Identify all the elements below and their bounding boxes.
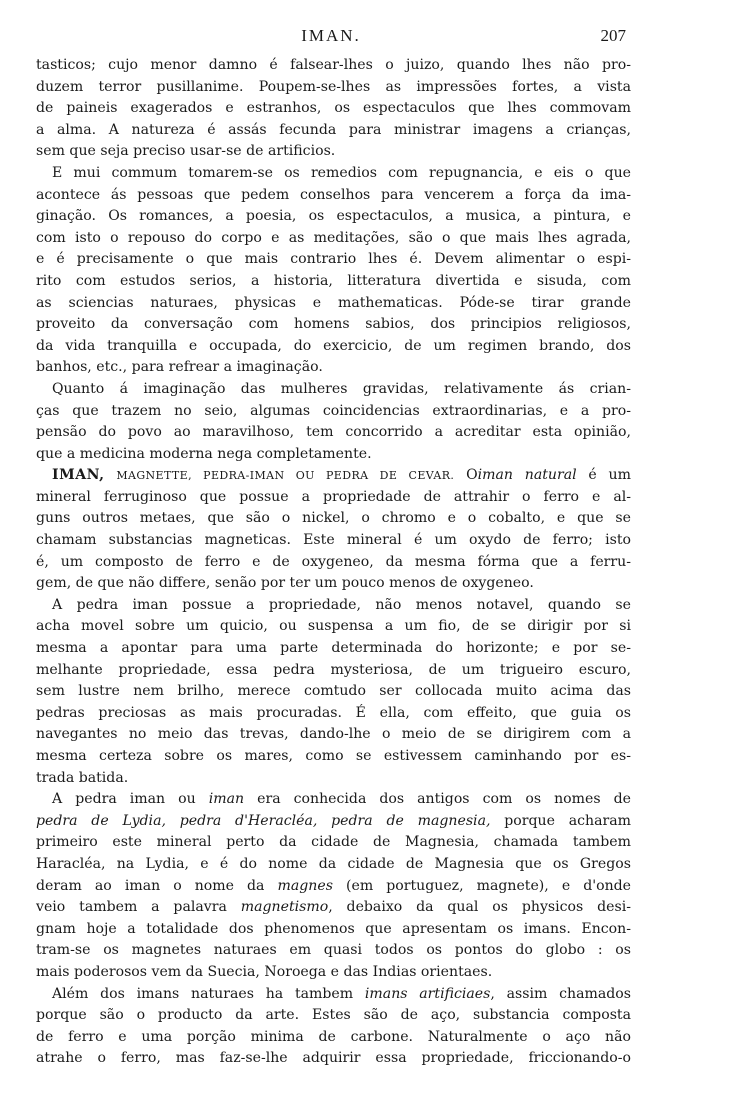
italic-term: iman xyxy=(208,791,245,808)
italic-term: magnetismo xyxy=(240,899,329,916)
text-line: sem que seja preciso usar-se de artificios. xyxy=(36,143,336,160)
text-line: tasticos; cujo menor damno é falsear-lhes o juizo, quando lhes não pro- xyxy=(36,57,631,73)
text-line: ças que trazem no seio, algumas coincidencias extraordinarias, e a pro- xyxy=(36,402,631,419)
italic-term: pedra de Lydia, xyxy=(36,812,166,829)
text-span: veio tambem a palavra xyxy=(36,899,227,916)
text-line: banhos, etc., para refrear a imaginação. xyxy=(36,359,323,376)
text-line: gnam hoje a totalidade dos phenomenos que apresentam os imans. Encon- xyxy=(36,920,631,937)
running-header xyxy=(36,26,626,50)
text-line-mixed xyxy=(36,876,631,898)
text-line: acha movel sobre um quicio, ou suspensa a um fio, de se dirigir por si xyxy=(36,618,631,635)
text-line: pensão do povo ao maravilhoso, tem concorrido a acreditar esta opinião, xyxy=(36,424,631,441)
text-span: , debaixo da qual os physicos desi- xyxy=(328,899,631,916)
text-line: E mui commum tomarem-se os remedios com repugnancia, e eis o que xyxy=(52,164,631,181)
text-line: Quanto á imaginação das mulheres gravidas, relativamente ás crian- xyxy=(52,380,631,397)
text-line: sem lustre nem brilho, merece comtudo ser collocada muito acima das xyxy=(36,683,631,700)
text-line: ginação. Os romances, a poesia, os espectaculos, a musica, a pintura, e xyxy=(36,208,631,225)
text-line: da vida tranquilla e occupada, do exercicio, de um regimen brando, dos xyxy=(36,337,631,354)
text-span: porque acharam xyxy=(504,812,632,829)
text-line: tram-se os magnetes naturaes em quasi todos os pontos do globo : os xyxy=(36,942,631,959)
text-line-mixed xyxy=(36,811,631,833)
text-line: trada batida. xyxy=(36,769,129,786)
text-line: duzem terror pusillanime. Poupem-se-lhes as impressões fortes, a vista xyxy=(36,78,631,95)
text-span: Além dos imans naturaes ha tambem xyxy=(52,985,354,1002)
text-line: proveito da conversação com homens sabios, dos principios religiosos, xyxy=(36,316,631,333)
text-line-mixed xyxy=(36,897,631,919)
text-line: primeiro este mineral perto da cidade de Magnesia, chamada tambem xyxy=(36,834,631,851)
text-line: de ferro e uma porção minima de carbone. Naturalmente o aço não xyxy=(36,1028,631,1045)
text-line: melhante propriedade, essa pedra mysteriosa, de um trigueiro escuro, xyxy=(36,661,631,678)
entry-synonyms: MAGNETTE, PEDRA-IMAN OU PEDRA DE CEVAR. xyxy=(116,469,455,483)
text-line: navegantes no meio das trevas, dando-lhe o meio de se dirigirem com a xyxy=(36,726,631,743)
italic-term: pedra d'Heracléa, xyxy=(179,812,318,829)
text-line-mixed xyxy=(36,984,631,1006)
text-line: guns outros metaes, que são o nickel, o chromo e o cobalto, e que se xyxy=(36,510,631,527)
text-span: , assim chamados xyxy=(490,985,632,1002)
italic-term: imans artificiaes xyxy=(364,985,491,1002)
entry-lead: O xyxy=(466,467,478,484)
text-line-mixed xyxy=(36,789,631,811)
italic-term: magnes xyxy=(277,877,333,894)
text-span: A pedra iman ou xyxy=(52,791,196,808)
body-text xyxy=(36,55,631,1070)
text-line: pedras preciosas as mais procuradas. É ella, com effeito, que guia os xyxy=(36,704,631,721)
text-line: com isto o repouso do corpo e as meditações, são o que mais lhes agrada, xyxy=(36,229,631,246)
text-line: e é precisamente o que mais contrario lhes é. Devem alimentar o espi- xyxy=(36,251,631,268)
text-line: porque são o producto da arte. Estes são de aço, substancia composta xyxy=(36,1007,631,1024)
text-line: mais poderosos vem da Suecia, Noroega e das Indias orientaes. xyxy=(36,963,493,980)
text-span: era conhecida dos antigos com os nomes de xyxy=(257,791,631,808)
text-line: rito com estudos serios, a historia, litteratura divertida e sisuda, com xyxy=(36,272,631,289)
text-span: deram ao iman o nome da xyxy=(36,877,265,894)
entry-lead-italic: iman natural xyxy=(477,467,577,484)
running-title: IMAN. xyxy=(301,26,361,45)
text-line: atrahe o ferro, mas faz-se-lhe adquirir essa propriedade, friccionando-o xyxy=(36,1050,631,1067)
text-line: mesma a apontar para uma parte determinada do horizonte; e por se- xyxy=(36,640,631,657)
italic-term: pedra de magnesia, xyxy=(331,812,491,829)
entry-headword: IMAN, xyxy=(52,467,105,484)
text-line: gem, de que não differe, senão por ter um pouco menos de oxygeneo. xyxy=(36,575,534,592)
text-line: A pedra iman possue a propriedade, não menos notavel, quando se xyxy=(52,596,631,613)
text-line: acontece ás pessoas que pedem conselhos para vencerem a força da ima- xyxy=(36,186,631,203)
text-line: a alma. A natureza é assás fecunda para ministrar imagens a crianças, xyxy=(36,121,631,138)
text-line: mesma certeza sobre os mares, como se estivessem caminhando por es- xyxy=(36,748,631,764)
text-line: chamam substancias magneticas. Este mineral é um oxydo de ferro; isto xyxy=(36,532,631,549)
text-span: (em portuguez, magnete), e d'onde xyxy=(346,877,632,894)
entry-first-line xyxy=(36,465,631,487)
text-line: é, um composto de ferro e de oxygeneo, da mesma fórma que a ferru- xyxy=(36,553,631,570)
text-line: que a medicina moderna nega completamente. xyxy=(36,445,372,462)
text-line: de paineis exagerados e estranhos, os espectaculos que lhes commovam xyxy=(36,100,631,117)
entry-lead-rest: é um xyxy=(588,467,631,484)
page-number: 207 xyxy=(600,26,626,45)
text-line: Haracléa, na Lydia, e é do nome da cidade de Magnesia que os Gregos xyxy=(36,855,631,872)
text-line: as sciencias naturaes, physicas e mathematicas. Póde-se tirar grande xyxy=(36,294,631,311)
text-line: mineral ferruginoso que possue a propriedade de attrahir o ferro e al- xyxy=(36,488,631,505)
